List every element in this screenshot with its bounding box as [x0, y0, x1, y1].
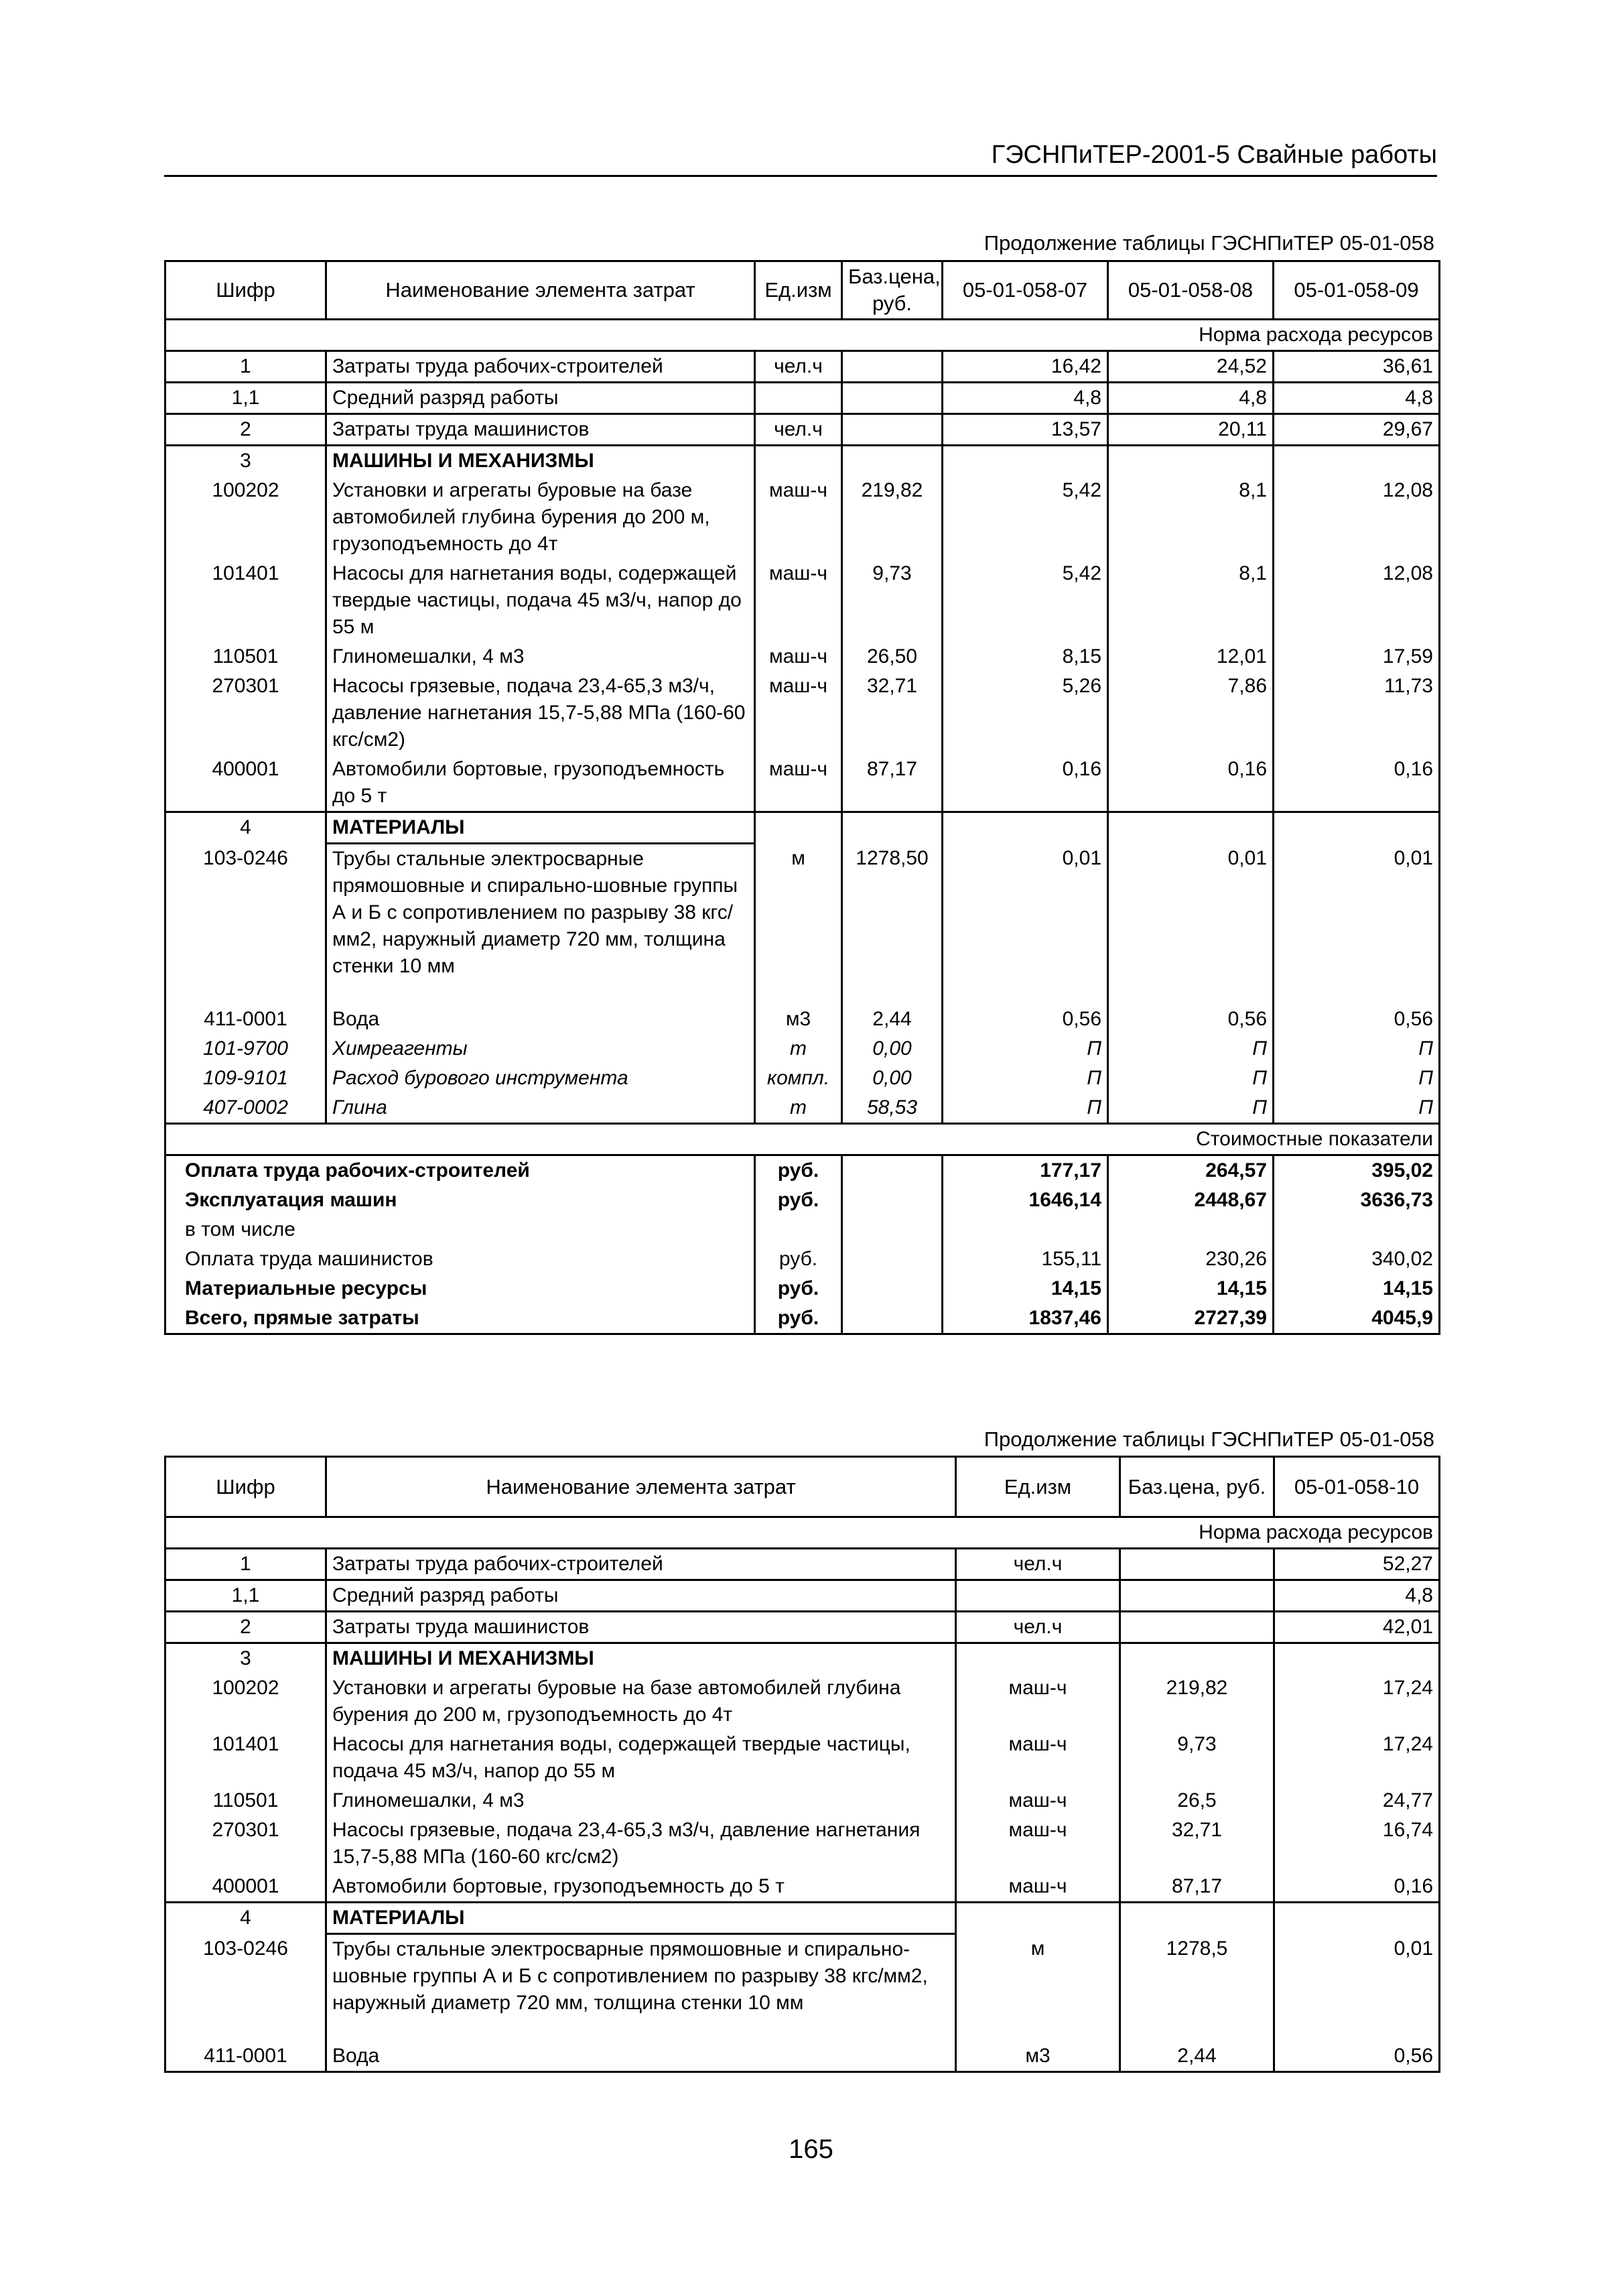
row-unit: маш-ч — [956, 1815, 1120, 1872]
cost-value — [943, 1215, 1108, 1245]
row-unit: маш-ч — [956, 1730, 1120, 1786]
row-code: 101-9700 — [165, 1034, 326, 1064]
table-row — [165, 1872, 1440, 1903]
row-unit: маш-ч — [956, 1673, 1120, 1730]
cost-name: в том числе — [165, 1215, 755, 1245]
cost-row — [165, 1274, 1440, 1303]
row-name: Насосы грязевые, подача 23,4-65,3 м3/ч, давление нагнетания 15,7-5,88 МПа (160-60 кгс/см2) — [326, 1815, 956, 1872]
cost-name: Оплата труда рабочих-строителей — [165, 1155, 755, 1186]
row-value: П — [1108, 1093, 1274, 1124]
row-code: 1,1 — [165, 1580, 326, 1612]
row-unit: маш-ч — [956, 1872, 1120, 1903]
row-price — [1120, 1580, 1274, 1612]
row-name: Средний разряд работы — [326, 1580, 956, 1612]
row-code: 3 — [165, 446, 326, 476]
row-name: Расход бурового инструмента — [326, 1064, 755, 1093]
cost-name: Всего, прямые затраты — [165, 1303, 755, 1334]
row-value: 13,57 — [943, 414, 1108, 446]
row-price: 1278,5 — [1120, 1934, 1274, 2041]
cost-value: 2448,67 — [1108, 1186, 1274, 1215]
row-unit: чел.ч — [956, 1549, 1120, 1580]
row-code: 400001 — [165, 755, 326, 812]
row-value: 0,56 — [1108, 1005, 1274, 1034]
row-unit: маш-ч — [956, 1786, 1120, 1815]
row-code: 1 — [165, 1549, 326, 1580]
row-value: 7,86 — [1108, 672, 1274, 755]
row-unit: маш-ч — [755, 755, 842, 812]
table-row — [165, 1815, 1440, 1872]
row-name: Насосы грязевые, подача 23,4-65,3 м3/ч, давление нагнетания 15,7-5,88 МПа (160-60 кгс/см2) — [326, 672, 755, 755]
row-code: 3 — [165, 1643, 326, 1674]
row-code: 2 — [165, 414, 326, 446]
row-price: 26,5 — [1120, 1786, 1274, 1815]
cost-row — [165, 1215, 1440, 1245]
row-price — [842, 812, 943, 844]
row-value: 17,59 — [1274, 642, 1440, 672]
row-value: 36,61 — [1274, 351, 1440, 383]
row-name: Вода — [326, 1005, 755, 1034]
row-value: 0,01 — [1274, 1934, 1440, 2041]
row-code: 407-0002 — [165, 1093, 326, 1124]
header-code: Шифр — [165, 261, 326, 320]
row-name: Трубы стальные электросварные прямошовные и спирально-шовные группы А и Б с сопротивлением по разрыву 38 кгс/мм2, наружный диаметр 720 мм, толщина стенки 10 мм — [326, 1934, 956, 2041]
row-value: 0,01 — [1274, 844, 1440, 1005]
row-value: П — [943, 1064, 1108, 1093]
row-value: 0,01 — [943, 844, 1108, 1005]
resource-table-2 — [164, 1456, 1440, 2073]
row-name: Затраты труда машинистов — [326, 1612, 956, 1643]
row-value: 4,8 — [1108, 383, 1274, 414]
table-row — [165, 351, 1440, 383]
row-name: Затраты труда рабочих-строителей — [326, 351, 755, 383]
table-row — [165, 1093, 1440, 1124]
row-value: 5,42 — [943, 476, 1108, 559]
row-price: 32,71 — [842, 672, 943, 755]
row-code: 1 — [165, 351, 326, 383]
page-header: ГЭСНПиТЕР-2001-5 Свайные работы — [164, 141, 1437, 177]
row-value: 17,24 — [1274, 1730, 1440, 1786]
cost-row — [165, 1245, 1440, 1274]
row-code: 110501 — [165, 642, 326, 672]
row-price: 219,82 — [1120, 1673, 1274, 1730]
row-unit: маш-ч — [755, 642, 842, 672]
row-unit — [956, 1580, 1120, 1612]
row-unit: м — [956, 1934, 1120, 2041]
row-value: 8,1 — [1108, 559, 1274, 642]
row-name: Вода — [326, 2041, 956, 2072]
table1-caption: Продолжение таблицы ГЭСНПиТЕР 05-01-058 — [984, 231, 1434, 255]
row-code: 1,1 — [165, 383, 326, 414]
header-col2: 05-01-058-08 — [1108, 261, 1274, 320]
row-unit: м — [755, 844, 842, 1005]
row-value: 17,24 — [1274, 1673, 1440, 1730]
table-row — [165, 476, 1440, 559]
row-value: П — [1274, 1093, 1440, 1124]
table-row — [165, 1934, 1440, 2041]
row-value: 12,01 — [1108, 642, 1274, 672]
row-code: 103-0246 — [165, 1934, 326, 2041]
cost-value: 340,02 — [1274, 1245, 1440, 1274]
cost-value: 4045,9 — [1274, 1303, 1440, 1334]
table-row — [165, 383, 1440, 414]
row-value: 12,08 — [1274, 559, 1440, 642]
section-row-machines — [165, 1643, 1440, 1674]
row-value: П — [1108, 1034, 1274, 1064]
row-code: 110501 — [165, 1786, 326, 1815]
header-code: Шифр — [165, 1457, 326, 1517]
row-price — [1120, 1549, 1274, 1580]
header-col1: 05-01-058-07 — [943, 261, 1108, 320]
cost-name: Оплата труда машинистов — [165, 1245, 755, 1274]
table-row — [165, 1580, 1440, 1612]
row-value — [1108, 446, 1274, 476]
table-row — [165, 559, 1440, 642]
row-price: 1278,50 — [842, 844, 943, 1005]
row-value: 0,16 — [1108, 755, 1274, 812]
header-name: Наименование элемента затрат — [326, 261, 755, 320]
row-value: 0,16 — [1274, 1872, 1440, 1903]
row-price: 87,17 — [842, 755, 943, 812]
row-name: Автомобили бортовые, грузоподъемность до 5 т — [326, 755, 755, 812]
header-col3: 05-01-058-09 — [1274, 261, 1440, 320]
row-unit: чел.ч — [956, 1612, 1120, 1643]
row-value — [1274, 812, 1440, 844]
norm-label: Норма расхода ресурсов — [165, 1517, 1440, 1549]
row-name: Автомобили бортовые, грузоподъемность до 5 т — [326, 1872, 956, 1903]
row-name: Глиномешалки, 4 м3 — [326, 1786, 956, 1815]
row-code: 103-0246 — [165, 844, 326, 1005]
row-name: Химреагенты — [326, 1034, 755, 1064]
section-title: МАТЕРИАЛЫ — [326, 812, 755, 844]
cost-value: 1837,46 — [943, 1303, 1108, 1334]
header-name: Наименование элемента затрат — [326, 1457, 956, 1517]
cost-value — [1108, 1215, 1274, 1245]
row-price: 2,44 — [842, 1005, 943, 1034]
table-row — [165, 2041, 1440, 2072]
section-row-materials — [165, 1903, 1440, 1934]
row-price — [842, 446, 943, 476]
row-price — [842, 383, 943, 414]
row-value: 4,8 — [943, 383, 1108, 414]
cost-value: 395,02 — [1274, 1155, 1440, 1186]
cost-value: 14,15 — [1274, 1274, 1440, 1303]
row-code: 270301 — [165, 1815, 326, 1872]
cost-value: 264,57 — [1108, 1155, 1274, 1186]
cost-value: 14,15 — [943, 1274, 1108, 1303]
row-code: 4 — [165, 1903, 326, 1934]
row-name: Средний разряд работы — [326, 383, 755, 414]
row-unit — [755, 812, 842, 844]
table-row — [165, 844, 1440, 1005]
row-price — [1120, 1903, 1274, 1934]
row-unit: м3 — [755, 1005, 842, 1034]
row-unit: маш-ч — [755, 672, 842, 755]
cost-name: Эксплуатация машин — [165, 1186, 755, 1215]
row-code: 270301 — [165, 672, 326, 755]
cost-row-total — [165, 1303, 1440, 1334]
row-price: 26,50 — [842, 642, 943, 672]
row-code: 4 — [165, 812, 326, 844]
section-title: МАТЕРИАЛЫ — [326, 1903, 956, 1934]
row-name: Насосы для нагнетания воды, содержащей твердые частицы, подача 45 м3/ч, напор до 55 м — [326, 559, 755, 642]
table2-caption: Продолжение таблицы ГЭСНПиТЕР 05-01-058 — [984, 1427, 1434, 1451]
row-value: 0,01 — [1108, 844, 1274, 1005]
row-value: 29,67 — [1274, 414, 1440, 446]
row-unit: маш-ч — [755, 476, 842, 559]
row-value — [1274, 446, 1440, 476]
table-row — [165, 414, 1440, 446]
row-price: 9,73 — [842, 559, 943, 642]
row-unit: компл. — [755, 1064, 842, 1093]
row-code: 2 — [165, 1612, 326, 1643]
cost-unit — [755, 1215, 842, 1245]
row-price: 9,73 — [1120, 1730, 1274, 1786]
row-value: 12,08 — [1274, 476, 1440, 559]
row-value — [1274, 1903, 1440, 1934]
row-unit: маш-ч — [755, 559, 842, 642]
cost-value: 14,15 — [1108, 1274, 1274, 1303]
resource-table-1 — [164, 260, 1440, 1335]
table-row — [165, 1612, 1440, 1643]
row-value: П — [943, 1093, 1108, 1124]
cost-row — [165, 1186, 1440, 1215]
row-value: 4,8 — [1274, 1580, 1440, 1612]
row-unit: т — [755, 1093, 842, 1124]
row-price: 219,82 — [842, 476, 943, 559]
cost-price — [842, 1186, 943, 1215]
cost-value: 155,11 — [943, 1245, 1108, 1274]
cost-price — [842, 1245, 943, 1274]
table1-header-row — [165, 261, 1440, 320]
row-price — [842, 351, 943, 383]
cost-price — [842, 1215, 943, 1245]
page-number: 165 — [789, 2134, 833, 2164]
norm-label: Норма расхода ресурсов — [165, 320, 1440, 351]
row-price — [842, 414, 943, 446]
row-price — [1120, 1612, 1274, 1643]
row-value: 4,8 — [1274, 383, 1440, 414]
cost-name: Материальные ресурсы — [165, 1274, 755, 1303]
row-unit — [755, 446, 842, 476]
cost-value: 2727,39 — [1108, 1303, 1274, 1334]
header-price: Баз.цена, руб. — [1120, 1457, 1274, 1517]
cost-value: 3636,73 — [1274, 1186, 1440, 1215]
cost-label: Стоимостные показатели — [165, 1123, 1440, 1155]
row-value: П — [943, 1034, 1108, 1064]
table-row — [165, 755, 1440, 812]
row-value: 0,16 — [943, 755, 1108, 812]
row-price: 0,00 — [842, 1034, 943, 1064]
row-value: 11,73 — [1274, 672, 1440, 755]
row-unit — [755, 383, 842, 414]
row-price: 2,44 — [1120, 2041, 1274, 2072]
table-row — [165, 672, 1440, 755]
table-row — [165, 1673, 1440, 1730]
header-unit: Ед.изм — [956, 1457, 1120, 1517]
row-price: 87,17 — [1120, 1872, 1274, 1903]
row-value: 24,52 — [1108, 351, 1274, 383]
row-value: 0,56 — [1274, 1005, 1440, 1034]
row-value: П — [1274, 1034, 1440, 1064]
cost-label-row — [165, 1123, 1440, 1155]
row-code: 109-9101 — [165, 1064, 326, 1093]
row-code: 100202 — [165, 1673, 326, 1730]
header-price: Баз.цена, руб. — [842, 261, 943, 320]
cost-price — [842, 1155, 943, 1186]
cost-value: 230,26 — [1108, 1245, 1274, 1274]
row-unit: т — [755, 1034, 842, 1064]
row-price — [1120, 1643, 1274, 1674]
section-row-materials — [165, 812, 1440, 844]
row-unit: м3 — [956, 2041, 1120, 2072]
row-unit: чел.ч — [755, 414, 842, 446]
row-code: 411-0001 — [165, 2041, 326, 2072]
row-value: 8,15 — [943, 642, 1108, 672]
row-code: 411-0001 — [165, 1005, 326, 1034]
cost-row — [165, 1155, 1440, 1186]
row-code: 100202 — [165, 476, 326, 559]
row-value: 0,56 — [1274, 2041, 1440, 2072]
cost-price — [842, 1303, 943, 1334]
cost-unit: руб. — [755, 1303, 842, 1334]
norm-label-row — [165, 1517, 1440, 1549]
cost-value — [1274, 1215, 1440, 1245]
row-value: П — [1274, 1064, 1440, 1093]
row-value: 0,16 — [1274, 755, 1440, 812]
cost-unit: руб. — [755, 1186, 842, 1215]
cost-value: 177,17 — [943, 1155, 1108, 1186]
row-value: 24,77 — [1274, 1786, 1440, 1815]
table-row — [165, 1730, 1440, 1786]
row-value: 16,42 — [943, 351, 1108, 383]
row-code: 101401 — [165, 1730, 326, 1786]
row-price: 32,71 — [1120, 1815, 1274, 1872]
cost-price — [842, 1274, 943, 1303]
table-row — [165, 1549, 1440, 1580]
row-name: Установки и агрегаты буровые на базе автомобилей глубина бурения до 200 м, грузоподъемность до 4т — [326, 476, 755, 559]
row-code: 400001 — [165, 1872, 326, 1903]
row-unit: чел.ч — [755, 351, 842, 383]
row-value: 42,01 — [1274, 1612, 1440, 1643]
row-value: 5,26 — [943, 672, 1108, 755]
row-name: Глина — [326, 1093, 755, 1124]
row-value: 0,56 — [943, 1005, 1108, 1034]
section-title: МАШИНЫ И МЕХАНИЗМЫ — [326, 1643, 956, 1674]
table-row — [165, 642, 1440, 672]
section-row-machines — [165, 446, 1440, 476]
row-name: Трубы стальные электросварные прямошовные и спирально-шовные группы А и Б с сопротивлением по разрыву 38 кгс/мм2, наружный диаметр 720 мм, толщина стенки 10 мм — [326, 844, 755, 1005]
row-value — [943, 446, 1108, 476]
norm-label-row — [165, 320, 1440, 351]
table-row — [165, 1064, 1440, 1093]
row-name: Затраты труда рабочих-строителей — [326, 1549, 956, 1580]
cost-unit: руб. — [755, 1245, 842, 1274]
cost-value: 1646,14 — [943, 1186, 1108, 1215]
table-row — [165, 1786, 1440, 1815]
row-unit — [956, 1903, 1120, 1934]
table-row — [165, 1005, 1440, 1034]
row-value: 8,1 — [1108, 476, 1274, 559]
cost-unit: руб. — [755, 1155, 842, 1186]
row-name: Насосы для нагнетания воды, содержащей твердые частицы, подача 45 м3/ч, напор до 55 м — [326, 1730, 956, 1786]
row-value — [943, 812, 1108, 844]
row-value: 52,27 — [1274, 1549, 1440, 1580]
row-value — [1274, 1643, 1440, 1674]
row-code: 101401 — [165, 559, 326, 642]
row-value: П — [1108, 1064, 1274, 1093]
row-value: 16,74 — [1274, 1815, 1440, 1872]
row-name: Затраты труда машинистов — [326, 414, 755, 446]
row-price: 58,53 — [842, 1093, 943, 1124]
cost-unit: руб. — [755, 1274, 842, 1303]
row-name: Установки и агрегаты буровые на базе автомобилей глубина бурения до 200 м, грузоподъемность до 4т — [326, 1673, 956, 1730]
row-value — [1108, 812, 1274, 844]
row-value: 5,42 — [943, 559, 1108, 642]
header-unit: Ед.изм — [755, 261, 842, 320]
section-title: МАШИНЫ И МЕХАНИЗМЫ — [326, 446, 755, 476]
table2-header-row — [165, 1457, 1440, 1517]
row-name: Глиномешалки, 4 м3 — [326, 642, 755, 672]
row-price: 0,00 — [842, 1064, 943, 1093]
table-row — [165, 1034, 1440, 1064]
row-unit — [956, 1643, 1120, 1674]
header-col1: 05-01-058-10 — [1274, 1457, 1440, 1517]
row-value: 20,11 — [1108, 414, 1274, 446]
